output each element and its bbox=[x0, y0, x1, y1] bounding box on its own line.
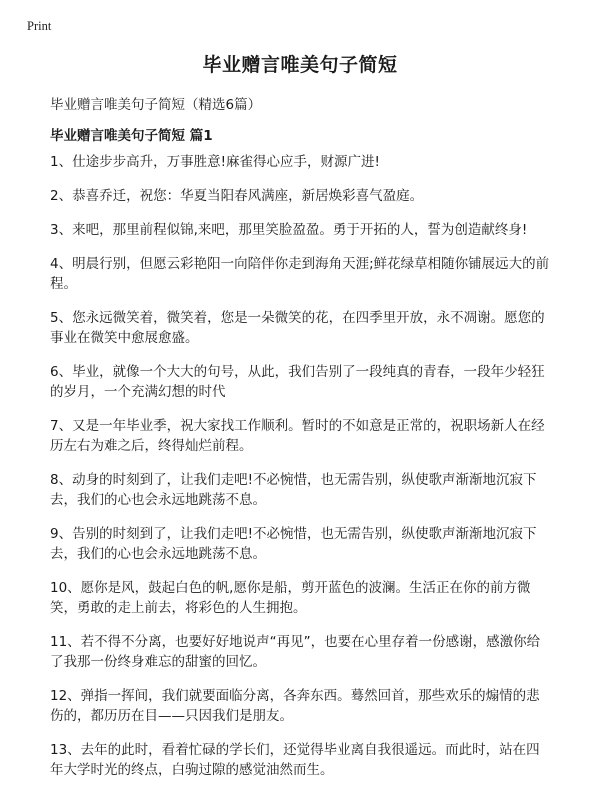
print-link[interactable]: Print bbox=[27, 19, 52, 33]
list-item: 12、弹指一挥间，我们就要面临分离，各奔东西。蓦然回首，那些欢乐的煽情的悲伤的，都历历在目——只因我们是朋友。 bbox=[50, 688, 540, 724]
document-title: 毕业赠言唯美句子简短 bbox=[202, 54, 398, 76]
section-heading: 毕业赠言唯美句子简短 篇1 bbox=[50, 128, 213, 144]
list-item: 5、您永远微笑着，微笑着，您是一朵微笑的花，在四季里开放，永不凋谢。愿您的事业在微笑中愈展愈盛。 bbox=[50, 310, 545, 346]
list-item: 6、毕业，就像一个大大的句号，从此，我们告别了一段纯真的青春，一段年少轻狂的岁月，一个充满幻想的时代 bbox=[50, 364, 545, 400]
list-item: 2、恭喜乔迁，祝您：华夏当阳春风满座，新居焕彩喜气盈庭。 bbox=[50, 188, 424, 204]
list-item: 4、明晨行别，但愿云彩艳阳一向陪伴你走到海角天涯;鲜花绿草相随你铺展远大的前程。 bbox=[50, 256, 550, 292]
list-item: 8、动身的时刻到了，让我们走吧!不必惋惜，也无需告别，纵使歌声渐渐地沉寂下去，我们的心也会永远地跳荡不息。 bbox=[50, 472, 537, 508]
list-item: 11、若不得不分离，也要好好地说声“再见”，也要在心里存着一份感谢，感激你给了我那一份终身难忘的甜蜜的回忆。 bbox=[50, 634, 541, 670]
list-item: 13、去年的此时，看着忙碌的学长们，还觉得毕业离自我很遥远。而此时，站在四年大学时光的终点，白驹过隙的感觉油然而生。 bbox=[50, 742, 540, 778]
quote-list bbox=[50, 152, 552, 794]
list-item: 7、又是一年毕业季，祝大家找工作顺利。暂时的不如意是正常的，祝职场新人在经历左右为难之后，终得灿烂前程。 bbox=[50, 418, 545, 454]
document-subtitle: 毕业赠言唯美句子简短（精选6篇） bbox=[50, 97, 262, 113]
list-item: 3、来吧，那里前程似锦,来吧，那里笑脸盈盈。勇于开拓的人，誓为创造献终身! bbox=[50, 222, 528, 238]
list-item: 9、告别的时刻到了，让我们走吧!不必惋惜，也无需告别，纵使歌声渐渐地沉寂下去，我们的心也会永远地跳荡不息。 bbox=[50, 526, 537, 562]
list-item: 10、愿你是风，鼓起白色的帆,愿你是船，剪开蓝色的波澜。生活正在你的前方微笑，勇敢的走上前去，将彩色的人生拥抱。 bbox=[50, 580, 531, 616]
list-item: 1、仕途步步高升，万事胜意!麻雀得心应手，财源广进! bbox=[50, 154, 380, 170]
